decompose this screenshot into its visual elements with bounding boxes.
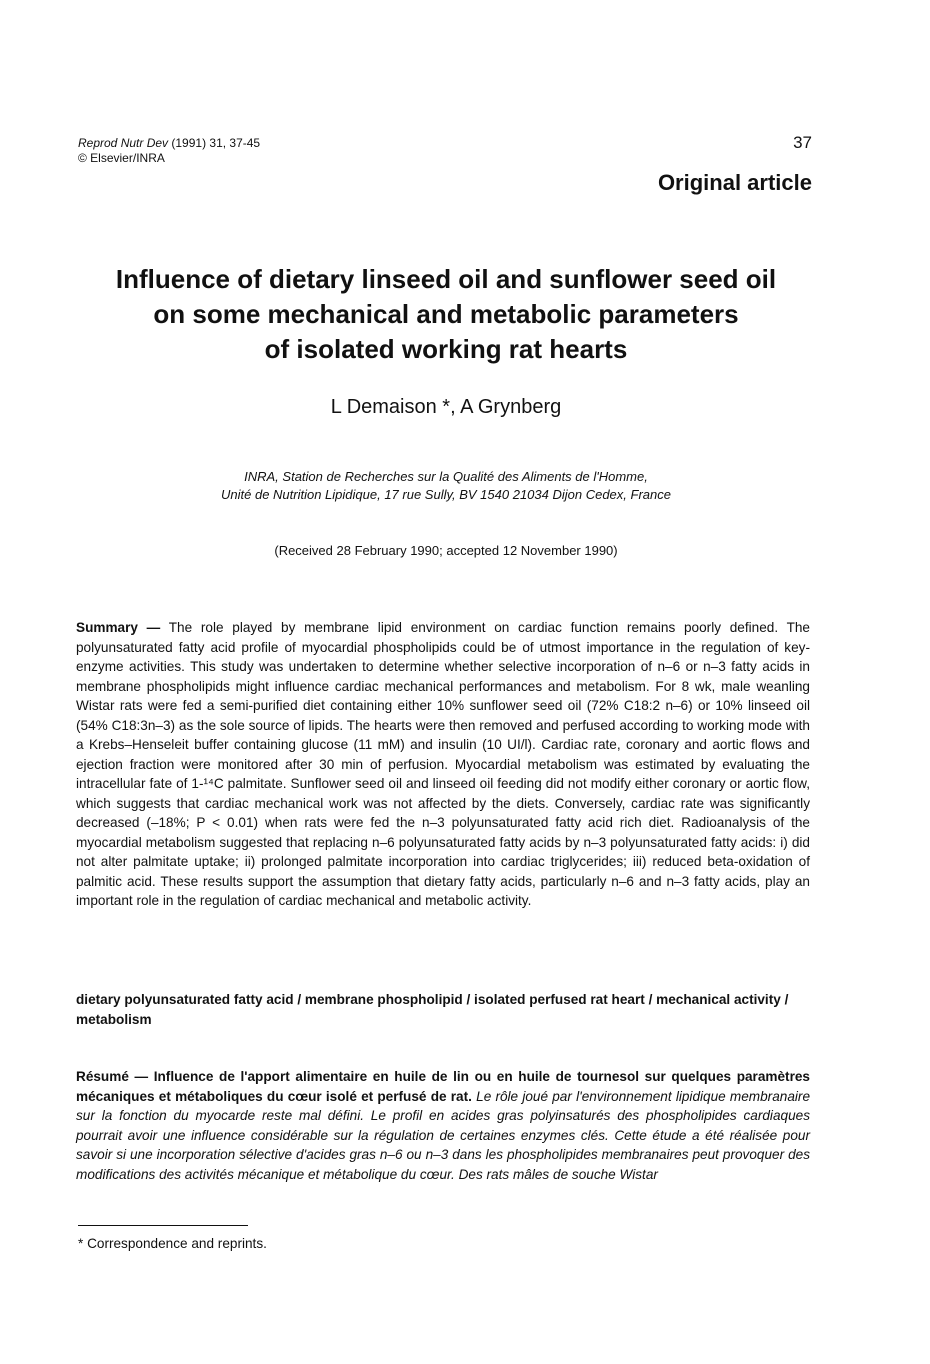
summary-text: The role played by membrane lipid environment on cardiac function remains poorly defined. The polyunsaturated fatty acid profile of myocardial phospholipids could be of utmost importance in the regulation of key-enzyme activities. This study was undertaken to determine whether selective incorporation of n–6 or n–3 fatty acids in membrane phospholipids might influence cardiac mechanical performances and metabolism. For 8 wk, male weanling Wistar rats were fed a semi-purified diet containing either 10% sunflower seed oil (72% C18:2 n–6) or 10% linseed oil (54% C18:3n–3) as the sole source of lipids. The hearts were then removed and perfused according to working mode with a Krebs–Henseleit buffer containing glucose (11 mM) and insulin (10 UI/l). Cardiac rate, coronary and aortic flows and ejection fraction were monitored after 30 min of perfusion. Myocardial metabolism was estimated by evaluating the intracellular fate of 1-¹⁴C palmitate. Sunflower seed oil and linseed oil feeding did not modify either coronary or aortic flow, which suggests that cardiac mechanical work was not affected by the diets. Conversely, cardiac rate was significantly decreased (–18%; P < 0.01) when rats were fed the n–3 polyunsaturated fatty acid rich diet. Radioanalysis of the myocardial metabolism suggested that replacing n–6 polyunsaturated fatty acids by n–3 polyunsaturated fatty acids: i) did not alter palmitate uptake; ii) prolonged palmitate incorporation into cardiac triglycerides; iii) reduced beta-oxidation of palmitic acid. These results support the assumption that dietary fatty acids, particularly n–6 and n–3 fatty acids, play an important role in the regulation of cardiac mechanical and metabolic activity. <box>76 620 810 908</box>
journal-name: Reprod Nutr Dev <box>78 136 169 150</box>
article-type: Original article <box>657 170 812 195</box>
citation-details: (1991) 31, 37-45 <box>168 136 261 150</box>
resume-text: Le rôle joué par l'environnement lipidique membranaire sur la fonction du myocarde reste mal défini. Le profil en acides gras polyinsaturés des phospholipides cardiaques pourrait avoir une influence considérable sur la régulation de certaines enzymes clés. Cette étude a été réalisée pour savoir si une incorporation sélective d'acides gras n–6 ou n–3 dans les phospholipides membranaires peut provoquer des modifications des activités mécanique et métabolique du cœur. Des rats mâles de souche Wistar <box>76 1088 811 1182</box>
affiliation-line: INRA, Station de Recherches sur la Qualité des Aliments de l'Homme, <box>244 469 648 484</box>
footnote-divider <box>78 1225 248 1226</box>
running-header <box>78 136 260 166</box>
summary-paragraph <box>76 618 810 911</box>
title-line: of isolated working rat hearts <box>264 334 628 364</box>
journal-citation <box>78 136 260 151</box>
copyright: © Elsevier/INRA <box>78 151 165 165</box>
keywords: dietary polyunsaturated fatty acid / membrane phospholipid / isolated perfused rat heart / mechanical activity / metabolism <box>76 992 789 1027</box>
summary-label: Summary — <box>76 620 161 635</box>
affiliation-line: Unité de Nutrition Lipidique, 17 rue Sully, BV 1540 21034 Dijon Cedex, France <box>221 487 671 502</box>
resume-paragraph <box>76 1067 810 1184</box>
resume-label: Résumé — <box>76 1069 149 1084</box>
resume-title: Influence de l'apport alimentaire en huile de lin ou en huile de tournesol sur quelques paramètres mécaniques et métaboliques du cœur isolé et perfusé de rat. <box>76 1069 810 1104</box>
title-line: Influence of dietary linseed oil and sunflower seed oil <box>115 264 777 294</box>
title-line: on some mechanical and metabolic parameters <box>153 299 739 329</box>
article-title <box>70 262 822 367</box>
received-dates: (Received 28 February 1990; accepted 12 November 1990) <box>274 543 618 558</box>
page-number: 37 <box>793 133 812 152</box>
authors: L Demaison *, A Grynberg <box>330 396 562 418</box>
affiliation <box>70 468 822 504</box>
footnote: * Correspondence and reprints. <box>78 1236 267 1251</box>
